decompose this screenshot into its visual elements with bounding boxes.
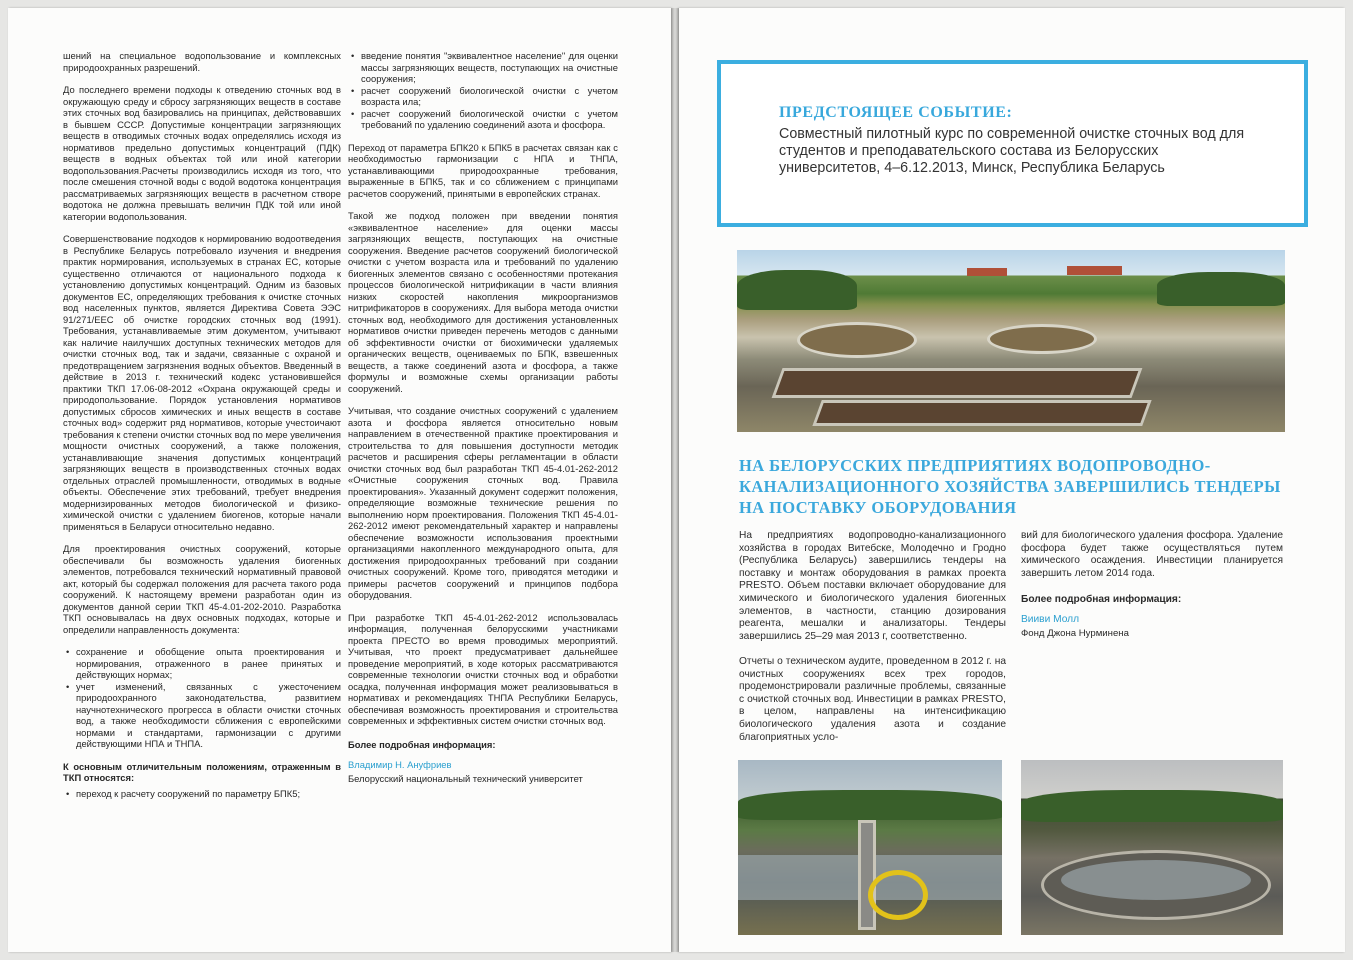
contact-info (1021, 593, 1283, 641)
event-text: Совместный пилотный курс по современной очистке сточных вод для студентов и преподавательского состава из Белорусских университетов, 4–6.12.2013, Минск, Республика Беларусь (779, 126, 1245, 176)
contact-label: Более подробная информация: (1021, 593, 1182, 605)
contact-label: Более подробная информация: (348, 738, 496, 750)
paragraph: Для проектирования очистных сооружений, которые обеспечивали бы возможность удаления биогенных элементов, потребовался технический нормативный правовой акт, который бы содержал положения для расчета такого рода сооружений. К настоящему времени разработан один из документов данной серии ТКП 45-4.01-202-2010. Разработка ТКП основывалась на двух основных подходах, которые и определили направленность документа: (63, 543, 341, 635)
bullet-list (63, 646, 341, 750)
right-column-c (739, 530, 1006, 757)
list-item: • расчет сооружений биологической очистки с учетом требований по удалению соединений азота и фосфора. (348, 108, 618, 131)
left-page (8, 8, 671, 952)
contact-name: Вииви Молл (1021, 613, 1080, 625)
list-item: • переход к расчету сооружений по параметру БПК5; (63, 788, 341, 800)
paragraph: вий для биологического удаления фосфора. Удаление фосфора будет также осуществляться путем химического осаждения. Инвестиции планируется завершить летом 2014 года. (1021, 530, 1283, 579)
contact-name: Владимир Н. Ануфриев (348, 758, 452, 770)
paragraph: Такой же подход положен при введении понятия «эквивалентное население» для оценки массы загрязняющих веществ, поступающих на очистные сооружения. Введение расчетов сооружений биологической очистки с учетом возраста ила и требований по удалению биогенных элементов связано с особенностями протекания процессов биологической нитрификации в части влияния низких скоростей накопления микроорганизмов нитрификаторов в сооружениях. Для выбора метода очистки сточных вод, необходимого для достижения установленных нормативов очистки приведен перечень методов с данными об эффективности очистки от биохимически удаляемых органических веществ, оцениваемых по БПК, взвешенных веществ, а также соединений азота и фосфора, а также формулы и возможные схемы организации работы сооружений. (348, 210, 618, 394)
list-item: • расчет сооружений биологической очистки с учетом возраста ила; (348, 85, 618, 108)
article-headline: НА БЕЛОРУССКИХ ПРЕДПРИЯТИЯХ ВОДОПРОВОДНО-КАНАЛИЗАЦИОННОГО ХОЗЯЙСТВА ЗАВЕРШИЛИСЬ ТЕНДЕРЫ НА ПОСТАВКУ ОБОРУДОВАНИЯ (739, 456, 1281, 517)
left-column-a (63, 50, 341, 810)
paragraph: Отчеты о техническом аудите, проведенном в 2012 г. на очистных сооружениях всех трех городов, продемонстрировали различные проблемы, связанные с очисткой сточных вод. Инвестиции в рамках PRESTO, в целом, направлены на интенсификацию биологического удаления азота и создание благоприятных усло- (739, 655, 1006, 743)
right-column-d (1021, 530, 1283, 641)
paragraph: При разработке ТКП 45-4.01-262-2012 использовалась информация, полученная белорусскими участниками проекта ПРЕСТО во время проводимых мероприятий. Учитывая, что проект предусматривает дальнейшее проведение мероприятий, в ходе которых рассматриваются современные технологии очистки сточных вод и обработки осадка, полученная информация может реализовываться в нормативах и рекомендациях ТНПА Республики Беларусь, обеспечивая возможность проектирования и строительства современных и эффективных систем очистки сточных вод. (348, 611, 618, 726)
list-item: • учет изменений, связанных с ужесточением природоохранного законодательства, развитием научнотехнического прогресса в области очистки сточных вод, а также необходимости сближения с европейскими нормами и стандартами, гармонизации с другими действующими НПА и ТНПА. (63, 681, 341, 750)
treatment-plant-photo-valve (738, 760, 1002, 935)
paragraph: Переход от параметра БПК20 к БПК5 в расчетах связан как с необходимостью гармонизации с НПА и ТНПА, устанавливающими природоохранные требования, выраженные в БПК5, так и со сближением с принципами расчетов сооружений, принятыми в европейских странах. (348, 141, 618, 199)
list-item: • введение понятия "эквивалентное население" для оценки массы загрязняющих веществ, поступающих на очистные сооружения; (348, 50, 618, 85)
upcoming-event-box (717, 60, 1308, 227)
event-title: ПРЕДСТОЯЩЕЕ СОБЫТИЕ: (779, 104, 1013, 121)
contact-organization: Белорусский национальный технический университет (348, 772, 583, 784)
treatment-plant-aerial-photo (737, 250, 1285, 432)
contact-info (348, 738, 618, 786)
bullet-list (63, 788, 341, 800)
treatment-plant-photo-clarifier (1021, 760, 1283, 935)
right-page (679, 8, 1345, 952)
paragraph: шений на специальное водопользование и комплексных природоохранных разрешений. (63, 50, 341, 73)
paragraph: На предприятиях водопроводно-канализационного хозяйства в городах Витебске, Молодечно и Гродно (Республика Беларусь) завершились тендеры на поставку и монтаж оборудования в рамках проекта PRESTO. Объем поставки включает оборудование для химического и биологического удаления биогенных элементов, в частности, станцию дозирования реагента, мешалки и анализаторы. Тендеры завершились 25–29 мая 2013 г, соответственно. (739, 530, 1006, 642)
paragraph: Совершенствование подходов к нормированию водоотведения в Республике Беларусь потребовало изучения и внедрения практик нормирования, используемых в странах ЕС, которые существенно отличаются от национального подхода к установлению допустимых концентраций. Одним из базовых документов ЕС, определяющих требования к очистке сточных вод населенных пунктов, является Директива Совета ЭЭС 91/271/ЕЕС об очистке городских сточных вод (1991). Требования, устанавливаемые этим документом, учитывают как наличие наилучших доступных технических методов для очистки сточных вод, так и задачи, связанные с охраной и предотвращением загрязнения водных объектов. Введенный в действие в 2013 г. технический кодекс установившейся практики ТКП 17.06-08-2012 «Охрана окружающей среды и природопользование. Порядок установления нормативов допустимых сбросов химических и иных веществ в составе сточных вод» содержит ряд нормативов, которые учеcтоичают требования к степени очистки сточных вод по мере увеличения мощности очистных сооружений, а также положения, устанавливающие значения допустимых концентраций загрязняющих веществ в производственных сточных водах отдельных отраслей промышленности, отводимых в водные объекты. Обеспечение этих требований, требует внедрения модернизированных методов биологической и физико-химической очистки с удалением биогенов, которые начали применяться в Беларуси относительно недавно. (63, 233, 341, 532)
paragraph: До последнего времени подходы к отведению сточных вод в окружающую среду и сбросу загрязняющих веществ в составе этих сточных вод базировались на принципах, действовавших в бывшем СССР. Допустимые концентрации загрязняющих веществ в отводимых сточных водах определялись исходя из нормативов предельно допустимых концентраций (ПДК) веществ в водных объектах той или иной категории водопользования.Расчеты производились исходя из того, что после смешения сточной воды с водой водотока концентрация рассматриваемых загрязняющих веществ в расчетном створе водотока не должна превышать величин ПДК той или иной категории водопользования. (63, 84, 341, 222)
spine-gutter (671, 8, 679, 952)
paragraph: Учитывая, что создание очистных сооружений с удалением азота и фосфора является относительно новым направлением в отечественной практике проектирования и строительства то для повышения доступности методик расчетов и расширения сферы регламентации в области очистки сточных вод был разработан ТКП 45-4.01-262-2012 «Очистные сооружения сточных вод. Правила проектирования». Указанный документ содержит положения, определяющие возможные технические решения по выполнению норм проектирования. Положения ТКП 45-4.01-262-2012 имеют рекомендательный характер и направлены обеспечение возможности использования проектными организациями накопленного международного опыта, для достижения природоохранных требований при создании очистных сооружений. Кроме того, приводятся методики и примеры расчетов сооружений и принципов подбора оборудования. (348, 405, 618, 600)
left-column-b (348, 50, 618, 786)
bullet-list (348, 50, 618, 131)
list-item: • сохранение и обобщение опыта проектирования и нормирования, отраженного в ранее принятых и действующих нормах; (63, 646, 341, 681)
contact-organization: Фонд Джона Нурминена (1021, 627, 1129, 639)
list-intro: К основным отличительным положениям, отраженным в ТКП относятся: (63, 760, 341, 783)
